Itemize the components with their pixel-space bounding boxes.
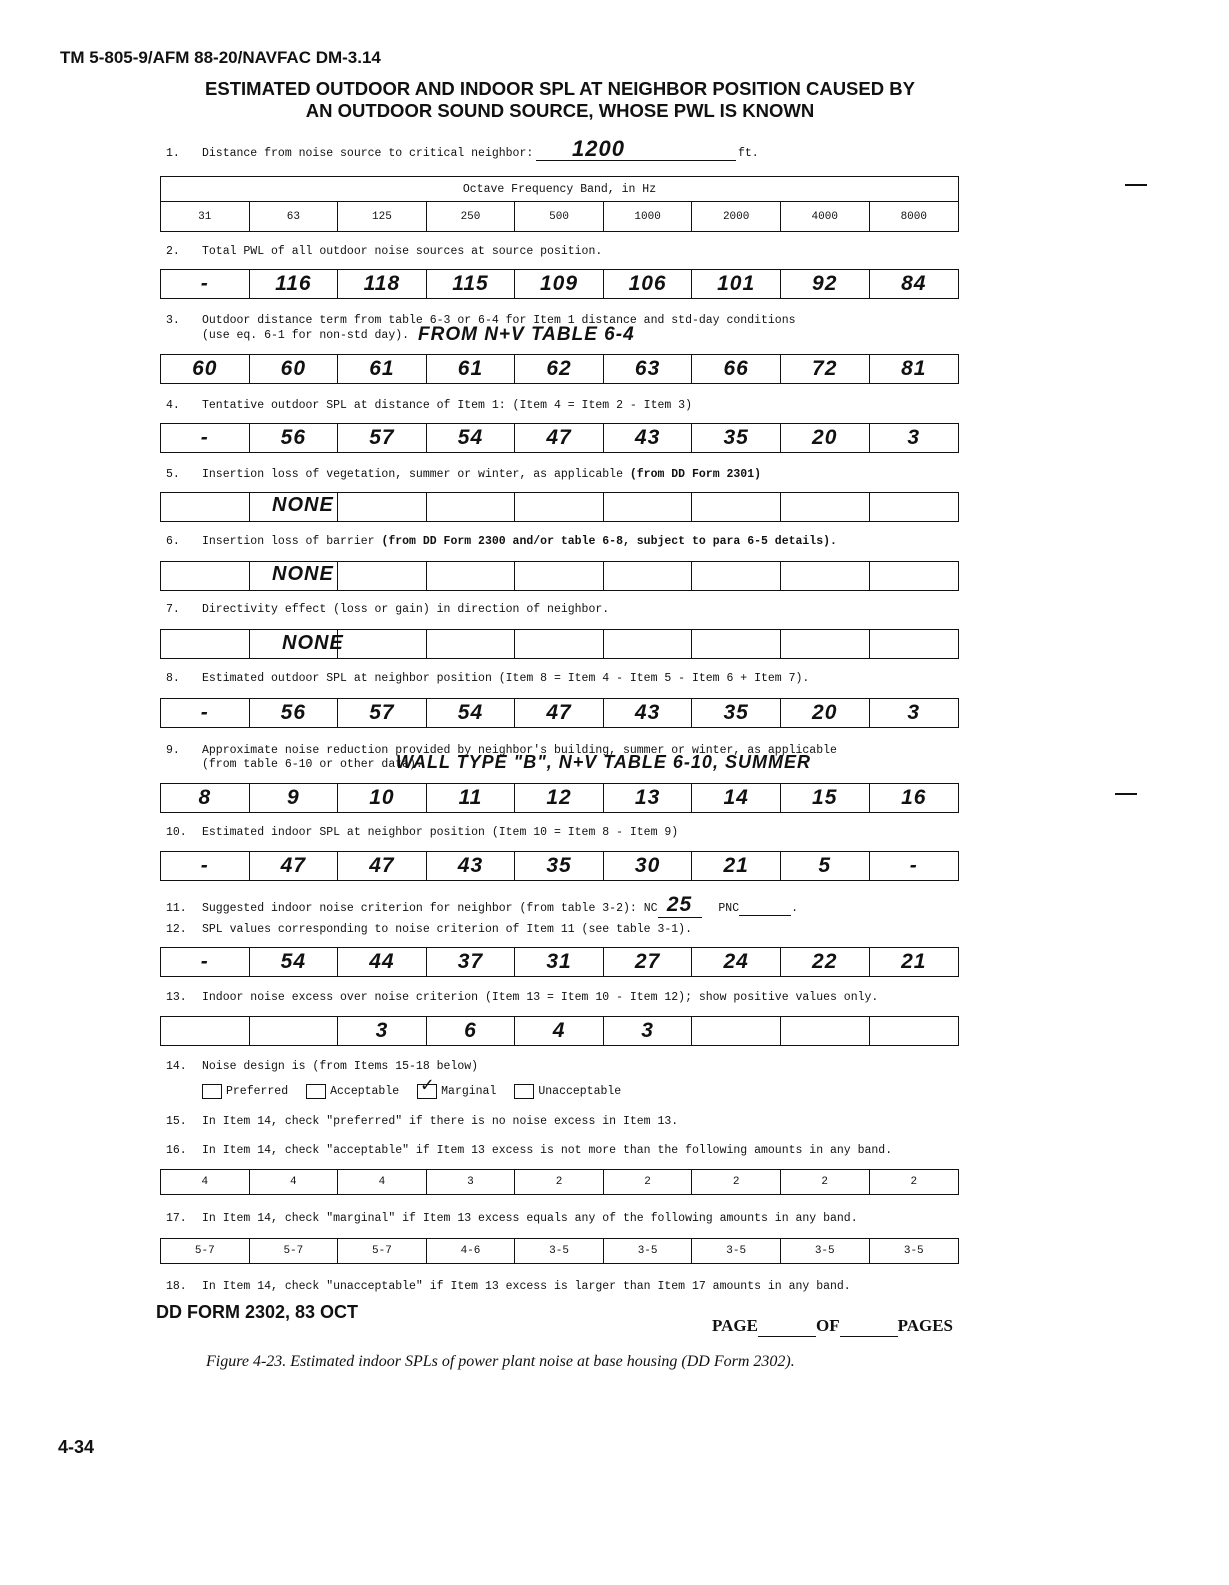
item-label: Distance from noise source to critical neighbor:	[202, 147, 534, 160]
item-7-row	[160, 629, 959, 659]
item-number: 1.	[166, 147, 180, 160]
value-cell[interactable]: 56	[250, 424, 339, 452]
item-8	[166, 672, 966, 685]
item-10-row	[160, 851, 959, 881]
item-number: 12.	[166, 923, 187, 936]
nc-value: 25	[666, 893, 693, 916]
item-number: 2.	[166, 245, 180, 258]
value-cell: 3-5	[781, 1239, 870, 1263]
item-5-note: NONE	[272, 494, 334, 516]
value-cell[interactable]	[604, 493, 693, 521]
value-cell: 2	[515, 1170, 604, 1194]
value-cell[interactable]: 37	[427, 948, 516, 976]
value-cell[interactable]: 63	[604, 355, 693, 383]
item-2	[166, 245, 966, 258]
option-label: Preferred	[226, 1085, 289, 1098]
item-number: 6.	[166, 535, 180, 548]
value-cell[interactable]	[692, 630, 781, 658]
item-16	[166, 1144, 966, 1157]
item-12-row	[160, 947, 959, 977]
value-cell[interactable]: 22	[781, 948, 870, 976]
band-cell: 63	[250, 202, 339, 231]
option-unacceptable[interactable]	[514, 1084, 621, 1099]
item-number: 5.	[166, 468, 180, 481]
value-cell: 2	[910, 1176, 918, 1188]
value-cell[interactable]: 116	[250, 270, 339, 298]
item-label: In Item 14, check "marginal" if Item 13 excess equals any of the following amounts in any band.	[202, 1212, 858, 1225]
value-cell[interactable]: 16	[901, 786, 927, 809]
value-cell[interactable]: -	[161, 948, 250, 976]
value-cell[interactable]	[161, 562, 250, 590]
value-cell[interactable]	[161, 630, 250, 658]
document-id: TM 5-805-9/AFM 88-20/NAVFAC DM-3.14	[60, 48, 381, 67]
check-mark-icon: ✓	[421, 1075, 434, 1098]
item-label: Suggested indoor noise criterion for neighbor (from table 3-2):	[202, 902, 637, 915]
value-cell[interactable]	[427, 630, 516, 658]
item-number: 10.	[166, 826, 187, 839]
item-label: SPL values corresponding to noise criterion of Item 11 (see table 3-1).	[202, 923, 692, 936]
value-cell[interactable]: 9	[250, 784, 339, 812]
value-cell[interactable]: 47	[250, 852, 339, 880]
value-cell[interactable]	[161, 493, 250, 521]
value-cell[interactable]	[781, 493, 870, 521]
item-4	[166, 399, 966, 412]
value-cell[interactable]: 115	[427, 270, 516, 298]
value-cell: 5-7	[338, 1239, 427, 1263]
value-cell: 4-6	[427, 1239, 516, 1263]
value-cell: 4	[338, 1170, 427, 1194]
value-cell[interactable]	[515, 493, 604, 521]
value-cell[interactable]: 66	[692, 355, 781, 383]
item-9-label-2: (from table 6-10 or other data).	[202, 758, 423, 771]
value-cell: 3-5	[515, 1239, 604, 1263]
value-cell[interactable]: 35	[692, 424, 781, 452]
item-3-row	[160, 354, 959, 384]
value-cell: 5-7	[161, 1239, 250, 1263]
value-cell[interactable]	[604, 562, 693, 590]
value-cell[interactable]: 81	[901, 357, 927, 380]
item-number: 8.	[166, 672, 180, 685]
value-cell[interactable]: 118	[338, 270, 427, 298]
value-cell: 4	[161, 1170, 250, 1194]
value-cell[interactable]: -	[909, 854, 918, 877]
value-cell[interactable]: 4	[515, 1017, 604, 1045]
item-11-end: .	[791, 902, 799, 915]
value-cell[interactable]	[781, 562, 870, 590]
distance-unit: ft.	[738, 147, 759, 160]
item-18	[166, 1280, 966, 1293]
value-cell[interactable]	[692, 1017, 781, 1045]
item-16-row	[160, 1169, 959, 1195]
item-number: 11.	[166, 902, 187, 915]
value-cell[interactable]	[604, 630, 693, 658]
item-label-bold: (from DD Form 2300 and/or table 6-8, subject to para 6-5 details).	[381, 535, 837, 548]
pnc-field[interactable]	[739, 902, 791, 916]
value-cell[interactable]	[338, 562, 427, 590]
band-cell: 8000	[900, 210, 927, 223]
value-cell[interactable]	[338, 493, 427, 521]
value-cell[interactable]: 56	[250, 699, 339, 727]
band-cell: 2000	[692, 202, 781, 231]
item-6-note: NONE	[272, 563, 334, 585]
pages-field[interactable]	[840, 1316, 898, 1337]
value-cell[interactable]	[161, 1017, 250, 1045]
option-label: Unacceptable	[538, 1085, 622, 1098]
value-cell[interactable]: 43	[427, 852, 516, 880]
item-number: 3.	[166, 314, 180, 327]
value-cell[interactable]	[427, 493, 516, 521]
item-13	[166, 991, 966, 1004]
value-cell[interactable]	[870, 493, 959, 521]
value-cell[interactable]: 20	[781, 424, 870, 452]
value-cell[interactable]: 61	[338, 355, 427, 383]
nc-label: NC	[643, 902, 658, 915]
item-number: 15.	[166, 1115, 187, 1128]
value-cell[interactable]	[427, 562, 516, 590]
value-cell[interactable]: 92	[781, 270, 870, 298]
item-2-row	[160, 269, 959, 299]
item-label: Estimated outdoor SPL at neighbor position (Item 8 = Item 4 - Item 5 - Item 6 + Item 7).	[202, 672, 810, 685]
item-number: 7.	[166, 603, 180, 616]
value-cell[interactable]: 35	[515, 852, 604, 880]
item-label: In Item 14, check "unacceptable" if Item 13 excess is larger than Item 17 amounts in any band.	[202, 1280, 851, 1293]
value-cell[interactable]: 47	[515, 699, 604, 727]
value-cell[interactable]: 61	[427, 355, 516, 383]
value-cell[interactable]: 47	[515, 424, 604, 452]
value-cell[interactable]: 106	[604, 270, 693, 298]
item-number: 18.	[166, 1280, 187, 1293]
checkbox[interactable]	[514, 1084, 534, 1099]
value-cell: 5-7	[250, 1239, 339, 1263]
item-label: In Item 14, check "acceptable" if Item 13 excess is not more than the following amounts in any band.	[202, 1144, 893, 1157]
value-cell[interactable]	[692, 562, 781, 590]
form-title-line2: AN OUTDOOR SOUND SOURCE, WHOSE PWL IS KNOWN	[305, 100, 815, 121]
option-marginal[interactable]	[417, 1075, 497, 1099]
item-7	[166, 603, 966, 616]
value-cell[interactable]	[692, 493, 781, 521]
value-cell[interactable]	[870, 630, 959, 658]
value-cell[interactable]: 30	[604, 852, 693, 880]
octave-band-table	[160, 176, 959, 232]
item-3-label-2: (use eq. 6-1 for non-std day).	[202, 329, 410, 342]
item-label: In Item 14, check "preferred" if there is no noise excess in Item 13.	[202, 1115, 679, 1128]
octave-header: Octave Frequency Band, in Hz	[161, 177, 958, 202]
value-cell[interactable]: 27	[604, 948, 693, 976]
item-12	[166, 923, 966, 936]
item-9-row	[160, 783, 959, 813]
item-6	[166, 535, 966, 548]
form-number: DD FORM 2302, 83 OCT	[156, 1302, 359, 1322]
checkbox[interactable]	[202, 1084, 222, 1099]
band-cell: 31	[161, 202, 250, 231]
value-cell[interactable]: 5	[781, 852, 870, 880]
item-7-note: NONE	[282, 632, 344, 654]
value-cell: 3-5	[604, 1239, 693, 1263]
value-cell[interactable]: 6	[427, 1017, 516, 1045]
item-number: 14.	[166, 1060, 187, 1073]
value-cell: 2	[692, 1170, 781, 1194]
value-cell[interactable]: 54	[427, 699, 516, 727]
value-cell[interactable]: 54	[250, 948, 339, 976]
item-label: Directivity effect (loss or gain) in direction of neighbor.	[202, 603, 610, 616]
value-cell: 3-5	[903, 1245, 924, 1257]
value-cell[interactable]: 72	[781, 355, 870, 383]
value-cell[interactable]	[870, 562, 959, 590]
item-10	[166, 826, 966, 839]
distance-field[interactable]	[536, 136, 736, 161]
value-cell[interactable]: 57	[338, 424, 427, 452]
page-field[interactable]	[758, 1316, 816, 1337]
item-number: 17.	[166, 1212, 187, 1225]
item-number: 16.	[166, 1144, 187, 1157]
value-cell[interactable]	[870, 1017, 959, 1045]
value-cell[interactable]: 109	[515, 270, 604, 298]
value-cell[interactable]: 13	[604, 784, 693, 812]
value-cell: 3-5	[692, 1239, 781, 1263]
value-cell[interactable]	[781, 1017, 870, 1045]
value-cell[interactable]: 54	[427, 424, 516, 452]
option-label: Marginal	[441, 1085, 497, 1098]
value-cell[interactable]	[250, 1017, 339, 1045]
pages-label: PAGES	[897, 1316, 953, 1335]
item-number: 13.	[166, 991, 187, 1004]
value-cell[interactable]: 24	[692, 948, 781, 976]
band-cell: 250	[427, 202, 516, 231]
value-cell[interactable]: 3	[907, 426, 921, 449]
item-5	[166, 468, 966, 481]
item-label: Tentative outdoor SPL at distance of Item 1: (Item 4 = Item 2 - Item 3)	[202, 399, 692, 412]
band-cell: 125	[338, 202, 427, 231]
value-cell[interactable]: 12	[515, 784, 604, 812]
nc-field[interactable]	[658, 893, 702, 918]
option-label: Acceptable	[330, 1085, 400, 1098]
margin-mark	[1125, 184, 1147, 186]
item-3-note: FROM N+V TABLE 6-4	[418, 324, 635, 345]
value-cell[interactable]: -	[161, 852, 250, 880]
value-cell[interactable]: 21	[901, 950, 927, 973]
value-cell[interactable]	[515, 630, 604, 658]
value-cell[interactable]: 15	[781, 784, 870, 812]
value-cell[interactable]: 11	[427, 784, 516, 812]
band-cell: 1000	[604, 202, 693, 231]
item-label: Noise design is (from Items 15-18 below)	[202, 1060, 479, 1073]
value-cell: 2	[781, 1170, 870, 1194]
item-label: Total PWL of all outdoor noise sources at source position.	[202, 245, 603, 258]
value-cell[interactable]: 43	[604, 699, 693, 727]
value-cell: 2	[604, 1170, 693, 1194]
band-cell: 4000	[781, 202, 870, 231]
value-cell[interactable]: 35	[692, 699, 781, 727]
item-number: 9.	[166, 744, 180, 757]
noise-design-options	[202, 1075, 622, 1099]
item-number: 4.	[166, 399, 180, 412]
distance-value: 1200	[572, 136, 625, 161]
value-cell[interactable]: 43	[604, 424, 693, 452]
value-cell: 4	[250, 1170, 339, 1194]
item-17	[166, 1212, 966, 1225]
value-cell[interactable]: 60	[161, 355, 250, 383]
item-8-row	[160, 698, 959, 728]
value-cell[interactable]: 14	[692, 784, 781, 812]
value-cell[interactable]: 57	[338, 699, 427, 727]
item-4-row	[160, 423, 959, 453]
item-label: Indoor noise excess over noise criterion (Item 13 = Item 10 - Item 12); show positive values only.	[202, 991, 879, 1004]
value-cell[interactable]: -	[161, 699, 250, 727]
value-cell[interactable]	[338, 630, 427, 658]
item-label-bold: (from DD Form 2301)	[629, 468, 761, 481]
value-cell[interactable]: -	[161, 424, 250, 452]
page-of-pages	[712, 1316, 953, 1337]
band-cell: 500	[515, 202, 604, 231]
item-11	[166, 893, 966, 918]
item-17-row	[160, 1238, 959, 1264]
item-9-note: WALL TYPE "B", N+V TABLE 6-10, SUMMER	[396, 752, 811, 772]
value-cell[interactable]: -	[161, 270, 250, 298]
item-label: Outdoor distance term from table 6-3 or 6-4 for Item 1 distance and std-day conditions	[202, 314, 796, 327]
margin-mark	[1115, 793, 1137, 795]
value-cell[interactable]: 10	[338, 784, 427, 812]
checkbox[interactable]	[306, 1084, 326, 1099]
of-label: OF	[815, 1316, 840, 1335]
item-15	[166, 1115, 966, 1128]
value-cell[interactable]: 47	[338, 852, 427, 880]
value-cell[interactable]: 3	[338, 1017, 427, 1045]
option-acceptable[interactable]	[306, 1084, 399, 1099]
value-cell: 3	[427, 1170, 516, 1194]
value-cell[interactable]: 8	[161, 784, 250, 812]
value-cell[interactable]: 60	[250, 355, 339, 383]
page-label: PAGE	[712, 1316, 758, 1335]
value-cell[interactable]	[781, 630, 870, 658]
item-label: Estimated indoor SPL at neighbor position (Item 10 = Item 8 - Item 9)	[202, 826, 679, 839]
figure-caption: Figure 4-23. Estimated indoor SPLs of power plant noise at base housing (DD Form 2302).	[206, 1353, 795, 1370]
item-13-row	[160, 1016, 959, 1046]
value-cell[interactable]: 21	[692, 852, 781, 880]
form-title-line1: ESTIMATED OUTDOOR AND INDOOR SPL AT NEIGHBOR POSITION CAUSED BY	[205, 78, 915, 99]
item-label: Approximate noise reduction provided by neighbor's building, summer or winter, as applicable	[202, 744, 837, 757]
pnc-label: PNC	[718, 902, 740, 915]
item-14	[166, 1060, 966, 1073]
value-cell[interactable]: 44	[338, 948, 427, 976]
value-cell[interactable]: 20	[781, 699, 870, 727]
value-cell[interactable]: 3	[907, 701, 921, 724]
option-preferred[interactable]	[202, 1084, 288, 1099]
checkbox-checked[interactable]	[417, 1075, 437, 1099]
item-label: Insertion loss of barrier	[202, 535, 375, 548]
value-cell[interactable]: 101	[692, 270, 781, 298]
value-cell[interactable]: 3	[604, 1017, 693, 1045]
value-cell[interactable]: 62	[515, 355, 604, 383]
value-cell[interactable]	[515, 562, 604, 590]
value-cell[interactable]: 31	[515, 948, 604, 976]
item-label: Insertion loss of vegetation, summer or winter, as applicable	[202, 468, 623, 481]
page-number: 4-34	[58, 1437, 95, 1457]
value-cell[interactable]: 84	[901, 272, 927, 295]
